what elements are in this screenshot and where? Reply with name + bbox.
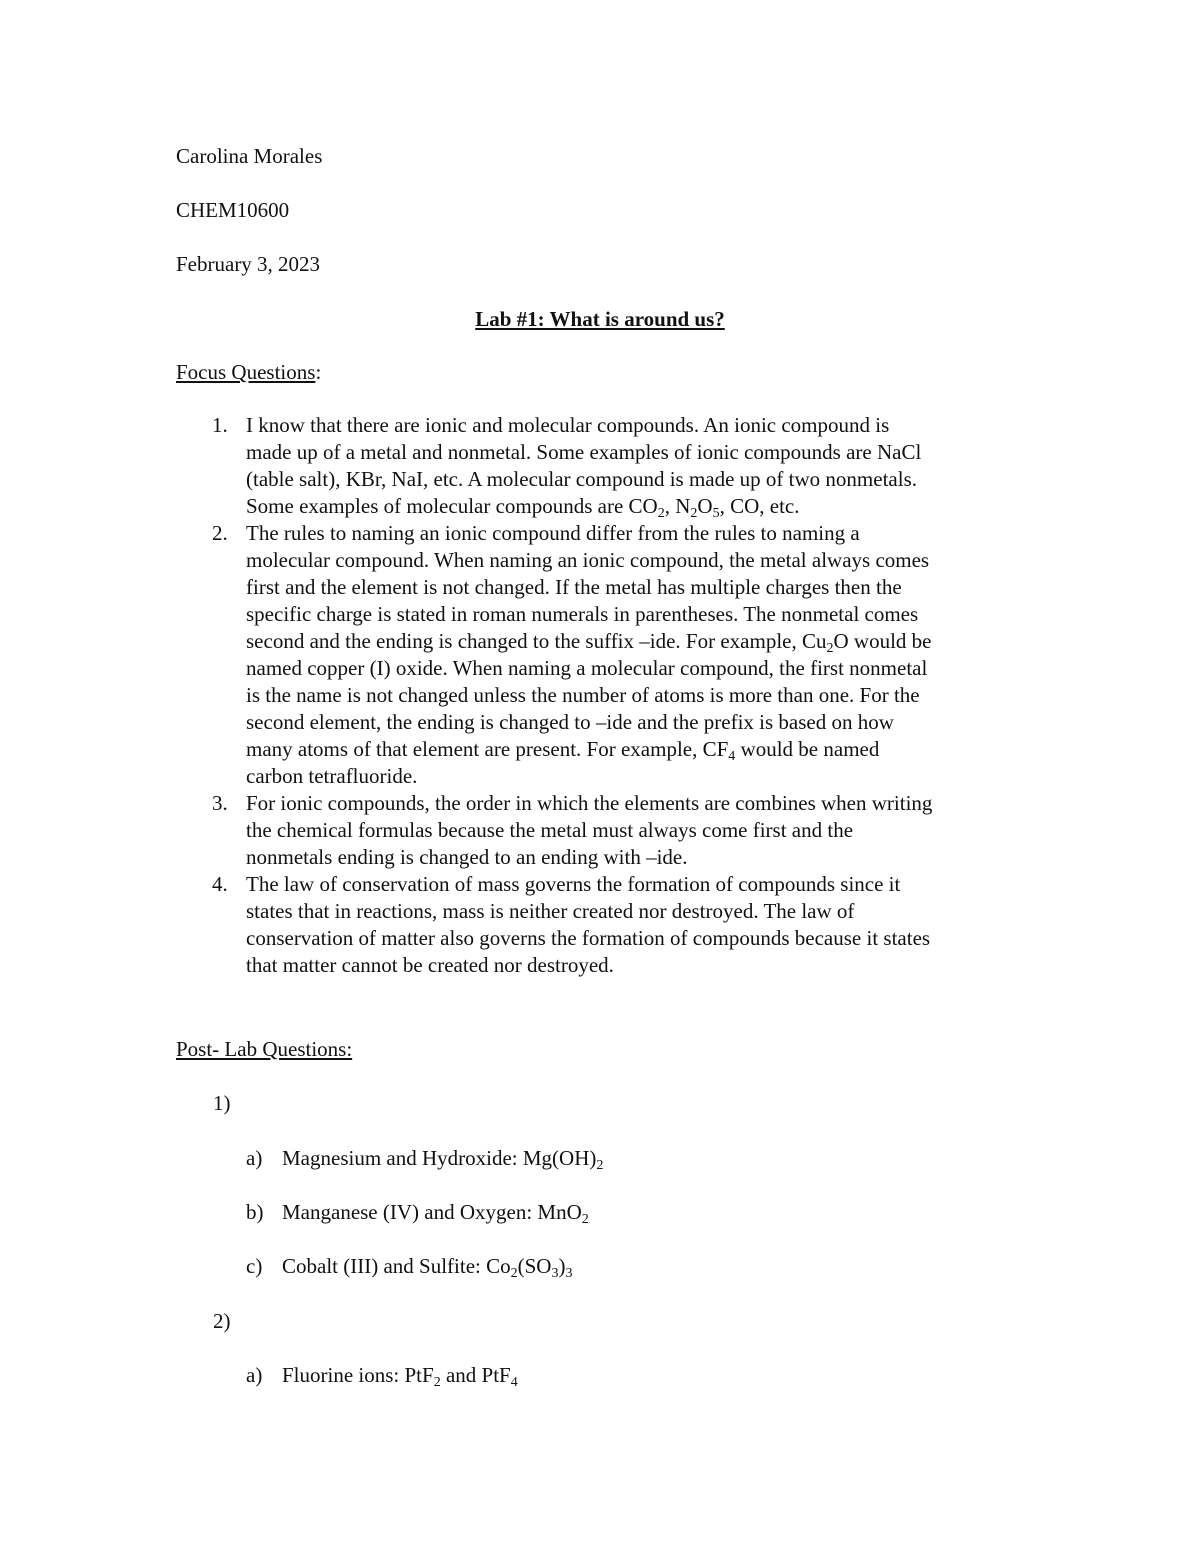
text-segment: named copper (I) oxide. When naming a molecular compound, the first nonmetal: [246, 656, 928, 680]
post-lab-item-letter: b): [246, 1200, 264, 1224]
text-segment: would be named: [735, 737, 880, 761]
focus-question-line: [246, 763, 1036, 790]
subscript: 4: [728, 749, 736, 764]
text-segment: specific charge is stated in roman numerals in parentheses. The nonmetal comes: [246, 602, 919, 626]
subscript: 3: [565, 1266, 573, 1281]
subscript: 2: [826, 641, 834, 656]
text-segment: second element, the ending is changed to –ide and the prefix is based on how: [246, 710, 894, 734]
focus-question-line: [246, 925, 1036, 952]
focus-question-number: 3.: [212, 791, 228, 815]
post-lab-item-letter: a): [246, 1146, 263, 1170]
focus-questions-heading-line: [176, 359, 321, 386]
text-segment: ): [558, 1254, 566, 1278]
focus-question-line: [246, 952, 1036, 979]
text-segment: carbon tetrafluoride.: [246, 764, 418, 788]
focus-question-item: [206, 412, 1036, 520]
text-segment: For ionic compounds, the order in which the elements are combines when writing: [246, 791, 933, 815]
text-segment: Cobalt (III) and Sulfite: Co: [282, 1254, 511, 1278]
focus-question-line: [246, 655, 1036, 682]
text-segment: is the name is not changed unless the number of atoms is more than one. For the: [246, 683, 920, 707]
subscript: 2: [433, 1375, 441, 1390]
focus-question-line: [246, 898, 1036, 925]
text-segment: second and the ending is changed to the suffix –ide. For example, Cu: [246, 629, 827, 653]
focus-question-line: [246, 547, 1036, 574]
focus-question-line: [246, 871, 1036, 898]
subscript: 4: [510, 1375, 518, 1390]
focus-question-line: [246, 466, 1036, 493]
focus-question-item: [206, 520, 1036, 790]
focus-question-number: 2.: [212, 521, 228, 545]
author-name: Carolina Morales: [176, 144, 323, 168]
text-segment: O: [697, 494, 713, 518]
focus-question-line: [246, 736, 1036, 763]
text-segment: The law of conservation of mass governs the formation of compounds since it: [246, 872, 901, 896]
subscript: 2: [690, 506, 698, 521]
text-segment: the chemical formulas because the metal must always come first and the: [246, 818, 854, 842]
text-segment: conservation of matter also governs the formation of compounds because it states: [246, 926, 931, 950]
text-segment: molecular compound. When naming an ionic compound, the metal always comes: [246, 548, 930, 572]
text-segment: that matter cannot be created nor destroyed.: [246, 953, 614, 977]
focus-question-item: [206, 790, 1036, 871]
focus-question-line: [246, 520, 1036, 547]
subscript: 2: [596, 1158, 604, 1173]
focus-question-line: [246, 412, 1036, 439]
subscript: 2: [657, 506, 665, 521]
post-lab-item-answer: [282, 1253, 572, 1280]
text-segment: Some examples of molecular compounds are CO: [246, 494, 658, 518]
post-lab-question-2-label: 2): [213, 1309, 231, 1333]
post-lab-heading: Post- Lab Questions:: [176, 1037, 353, 1061]
focus-questions-list: [206, 412, 1036, 979]
focus-question-line: [246, 817, 1036, 844]
text-segment: nonmetals ending is changed to an ending with –ide.: [246, 845, 688, 869]
focus-question-line: [246, 493, 1036, 520]
focus-questions-colon: :: [315, 360, 322, 384]
focus-question-item: [206, 871, 1036, 979]
post-lab-item-letter: c): [246, 1254, 263, 1278]
text-segment: (SO: [517, 1254, 552, 1278]
text-segment: , N: [664, 494, 691, 518]
text-segment: Manganese (IV) and Oxygen: MnO: [282, 1200, 582, 1224]
text-segment: The rules to naming an ionic compound differ from the rules to naming a: [246, 521, 860, 545]
subscript: 2: [581, 1212, 589, 1227]
subscript: 5: [712, 506, 720, 521]
text-segment: many atoms of that element are present. For example, CF: [246, 737, 729, 761]
focus-questions-heading: Focus Questions: [176, 360, 316, 384]
course-code: CHEM10600: [176, 198, 290, 222]
lab-title: Lab #1: What is around us?: [475, 307, 725, 331]
text-segment: states that in reactions, mass is neither created nor destroyed. The law of: [246, 899, 855, 923]
focus-question-line: [246, 682, 1036, 709]
text-segment: O would be: [833, 629, 932, 653]
focus-question-line: [246, 628, 1036, 655]
focus-question-number: 1.: [212, 413, 228, 437]
post-lab-item-answer: [282, 1199, 589, 1226]
focus-question-number: 4.: [212, 872, 228, 896]
document-date: February 3, 2023: [176, 252, 321, 276]
text-segment: Fluorine ions: PtF: [282, 1363, 434, 1387]
post-lab-item-answer: [282, 1362, 518, 1389]
focus-question-line: [246, 601, 1036, 628]
focus-question-line: [246, 844, 1036, 871]
text-segment: made up of a metal and nonmetal. Some examples of ionic compounds are NaCl: [246, 440, 922, 464]
post-lab-item-answer: [282, 1145, 603, 1172]
text-segment: Magnesium and Hydroxide: Mg(OH): [282, 1146, 597, 1170]
focus-question-line: [246, 574, 1036, 601]
text-segment: , CO, etc.: [719, 494, 800, 518]
focus-question-line: [246, 439, 1036, 466]
post-lab-item-letter: a): [246, 1363, 263, 1387]
focus-question-line: [246, 709, 1036, 736]
text-segment: and PtF: [440, 1363, 511, 1387]
text-segment: first and the element is not changed. If the metal has multiple charges then the: [246, 575, 902, 599]
text-segment: I know that there are ionic and molecular compounds. An ionic compound is: [246, 413, 890, 437]
subscript: 3: [551, 1266, 559, 1281]
text-segment: (table salt), KBr, NaI, etc. A molecular compound is made up of two nonmetals.: [246, 467, 917, 491]
subscript: 2: [510, 1266, 518, 1281]
focus-question-line: [246, 790, 1036, 817]
post-lab-question-1-label: 1): [213, 1091, 231, 1115]
